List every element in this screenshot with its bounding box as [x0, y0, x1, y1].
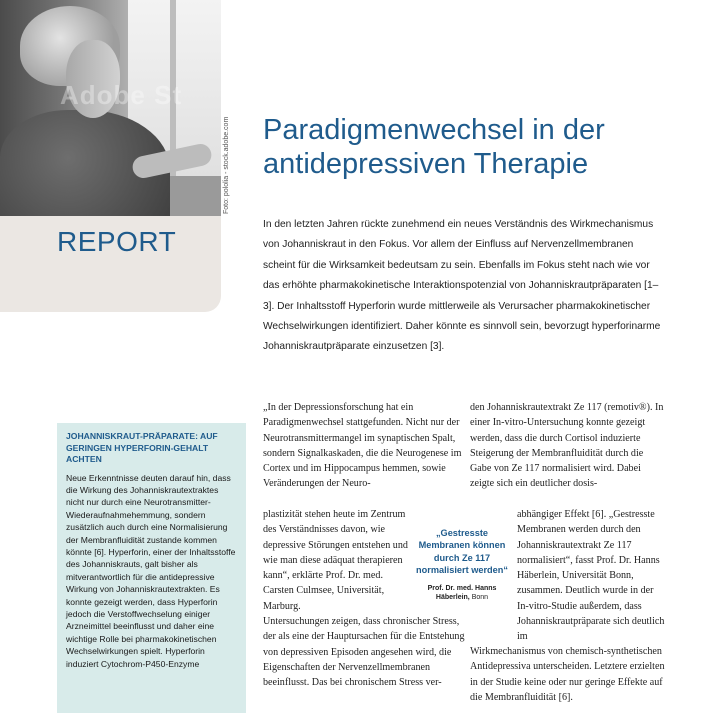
photo-elderly-woman-at-window	[0, 0, 221, 216]
body-column-2-middle: abhängiger Effekt [6]. „Gestresste Membranen werden durch den Johanniskrautextrakt Ze 117 normalisiert“, fasst Prof. Dr. Hanns Häberlein, Universität Bonn, zusammen. Deutlich wurde in der In-vitro-Studie außerdem, dass Johanniskrautpräparate sich deutlich im	[517, 509, 665, 643]
body-column-2-bottom: Wirkmechanismus von chemisch-synthetischen Antidepressiva unterscheiden. Letztere erzielten in der Studie keine oder nur geringe Effekte auf die Membranfluidität [6].	[470, 646, 665, 703]
article-intro: In den letzten Jahren rückte zunehmend ein neues Verständnis des Wirkmechanismus von Johanniskraut in den Fokus. Vor allem der Einfluss auf Nervenzellmembranen scheint für die Wirksamkeit bedeutsam zu sein. Ebenfalls im Fokus steht nach wie vor das erhöhte pharmakokinetische Interaktionspotenzial von Johanniskrautpräparaten [1–3]. Der Inhaltsstoff Hyperforin wurde mittlerweile als Verursacher pharmakokinetischer Wechselwirkungen identifiziert. Daher könnte es sinnvoll sein, bevorzugt hyperforinarme Johanniskrautpräparate einzusetzen [3].	[263, 219, 661, 353]
body-column-1-bottom: Untersuchungen zeigen, dass chronischer Stress, der als eine der Hauptursachen für die Entstehung von depressiven Episoden angesehen wird, die Eigenschaften der Nervenzellmembranen beeinflusst. Das bei chronischem Stress ver-	[263, 616, 465, 689]
body-column-1-middle: plastizität stehen heute im Zentrum des Verständnisses davon, wie depressive Störungen entstehen und wie man diese adäquat therapieren kann“, erklärte Prof. Dr. med. Carsten Culmsee, Universität, Marburg.	[263, 509, 408, 612]
pull-quote	[412, 527, 512, 603]
body-column-1-top: „In der Depressionsforschung hat ein Paradigmenwechsel stattgefunden. Nicht nur der Neurotransmittermangel im synaptischen Spalt, sondern Signalkaskaden, die die Neurogenese im Cortex und im Hippocampus hemmen, sowie Veränderungen der Neuro-	[263, 402, 462, 490]
section-label: REPORT	[57, 226, 177, 257]
pull-quote-author	[412, 584, 512, 603]
info-box-title: JOHANNISKRAUT-PRÄPARATE: AUF GERINGEN HYPERFORIN-GEHALT ACHTEN	[66, 431, 218, 464]
pull-quote-text: „Gestresste Membranen können durch Ze 117 normalisiert werden“	[416, 528, 508, 576]
photo-credit: Foto: pololia - stock.adobe.com	[223, 116, 230, 214]
article-title: Paradigmenwechsel in der antidepressiven Therapie	[263, 114, 605, 180]
pull-quote-author-name: Prof. Dr. med. Hanns Häberlein,	[427, 584, 497, 602]
stock-watermark: Adobe St	[60, 80, 183, 110]
info-box-body: Neue Erkenntnisse deuten darauf hin, dass die Wirkung des Johanniskrautextraktes nicht nur durch eine Neurotransmitter-Wiederaufnahmehemmung, sondern zusätzlich auch durch eine Normalisierung der Membranfluidität zustande kommen könnte [6]. Hyperforin, einer der Inhaltsstoffe des Johanniskrauts, galt bisher als mitverantwortlich für die antidepressive Wirkung von Johanniskrautextrakten. Es konnte gezeigt werden, dass Hyperforin jedoch die Verstoffwechselung einiger Arzneimittel beeinflusst und daher eine wichtige Rolle bei pharmakokinetischen Wechselwirkungen spielt. Hyperforin induziert Cytochrom-P450-Enzyme	[66, 472, 236, 669]
body-column-2-top: den Johanniskrautextrakt Ze 117 (remotiv®). In einer In-vitro-Untersuchung konnte gezeigt werden, dass die durch Cortisol induzierte Steigerung der Membranfluidität durch die Gabe von Ze 117 normalisiert wird. Dabei zeigte sich ein deutlicher dosis-	[470, 402, 664, 490]
info-box	[57, 423, 246, 713]
pull-quote-affiliation: Bonn	[471, 594, 489, 602]
